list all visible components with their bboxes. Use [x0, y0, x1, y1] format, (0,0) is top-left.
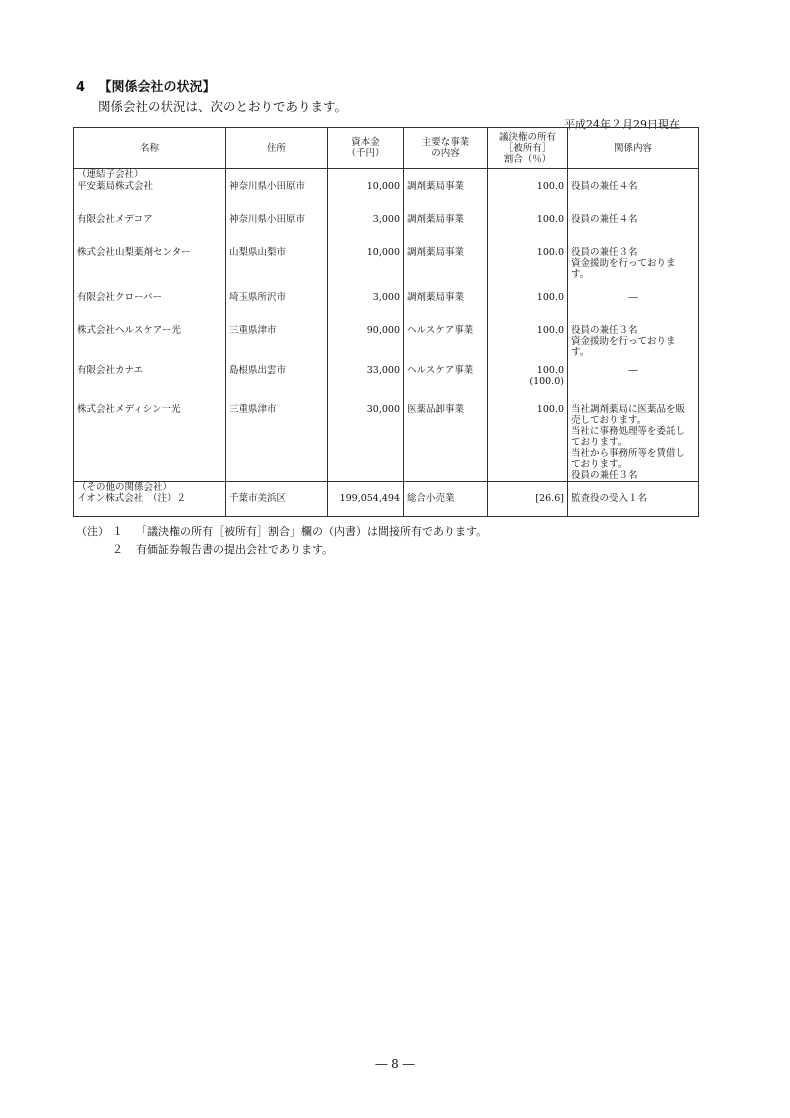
- cell-voting: [26.6]: [488, 493, 568, 516]
- header-relation: 関係内容: [568, 128, 699, 169]
- table-row: [74, 181, 699, 214]
- cell-relation: [568, 181, 699, 214]
- cell-business: 調剤薬局事業: [404, 247, 488, 292]
- relation-line: ―: [628, 364, 638, 376]
- other-label-row: [74, 482, 699, 494]
- section-heading: [76, 76, 216, 95]
- relation-line: 役員の兼任４名: [571, 213, 638, 225]
- cell-name: 平安薬局株式会社: [74, 181, 226, 214]
- cell-voting: [488, 365, 568, 404]
- notes-label: （注）: [76, 525, 109, 538]
- cell-voting: [488, 247, 568, 292]
- voting-indirect-value: (100.0): [529, 375, 564, 387]
- relation-line: ております。: [571, 458, 628, 470]
- cell-voting: [488, 292, 568, 325]
- cell-name: 有限会社クローバー: [74, 292, 226, 325]
- cell-voting: [488, 404, 568, 482]
- consolidated-subsidiaries-group: [74, 169, 699, 482]
- header-voting-line1: 議決権の所有: [498, 131, 556, 143]
- voting-value: 100.0: [536, 213, 564, 225]
- notes: [76, 523, 487, 559]
- cell-business: ヘルスケア事業: [404, 325, 488, 365]
- header-address: 住所: [226, 128, 328, 169]
- intro-text: 関係会社の状況は、次のとおりであります。: [98, 99, 348, 114]
- header-business-line2: の内容: [431, 148, 460, 159]
- cell-address: 神奈川県小田原市: [226, 181, 328, 214]
- relation-line: 役員の兼任３名: [571, 469, 638, 481]
- voting-value: 100.0: [536, 324, 564, 336]
- relation-line: ―: [628, 291, 638, 303]
- table-header-row: [74, 128, 699, 169]
- cell-address: 埼玉県所沢市: [226, 292, 328, 325]
- cell-capital: 10,000: [328, 247, 404, 292]
- cell-capital: 3,000: [328, 292, 404, 325]
- voting-value: 100.0: [536, 180, 564, 192]
- cell-capital: 33,000: [328, 365, 404, 404]
- group-label-other: （その他の関係会社）: [74, 482, 226, 494]
- header-voting-line2: ［被所有］: [503, 142, 552, 154]
- note-2-text: 有価証券報告書の提出会社であります。: [136, 543, 334, 556]
- note-1-text: 「議決権の所有［被所有］割合」欄の（内書）は間接所有であります。: [136, 525, 488, 538]
- cell-capital: 199,054,494: [328, 493, 404, 516]
- section-title: 【関係会社の状況】: [98, 80, 216, 95]
- table-row: [74, 292, 699, 325]
- relation-line: 当社から事務所等を賃借し: [571, 447, 686, 459]
- cell-name: 株式会社メディシン一光: [74, 404, 226, 482]
- cell-address: 島根県出雲市: [226, 365, 328, 404]
- relation-line: 資金援助を行っておりま: [571, 257, 676, 269]
- relation-line: 売しております。: [571, 414, 647, 426]
- relation-line: 資金援助を行っておりま: [571, 335, 676, 347]
- relation-line: 役員の兼任４名: [571, 180, 638, 192]
- cell-voting: [488, 181, 568, 214]
- cell-voting: [488, 325, 568, 365]
- cell-address: 山梨県山梨市: [226, 247, 328, 292]
- table-row: [74, 214, 699, 247]
- other-affiliates-group: [74, 482, 699, 517]
- cell-relation: [568, 325, 699, 365]
- cell-voting: [488, 214, 568, 247]
- table-row: [74, 404, 699, 482]
- cell-capital: 90,000: [328, 325, 404, 365]
- cell-capital: 10,000: [328, 181, 404, 214]
- relation-line: 当社に事務処理等を委託し: [571, 425, 686, 437]
- voting-value: 100.0: [536, 403, 564, 415]
- cell-name: 有限会社カナエ: [74, 365, 226, 404]
- cell-address: 千葉市美浜区: [226, 493, 328, 516]
- page-number: ― 8 ―: [375, 1057, 415, 1071]
- affiliates-table: [73, 127, 699, 517]
- note-1-number: １: [112, 525, 123, 538]
- group-label: （連結子会社）: [74, 169, 226, 181]
- relation-line: す。: [571, 346, 590, 358]
- header-name: 名称: [74, 128, 226, 169]
- table-row: [74, 247, 699, 292]
- header-capital: [328, 128, 404, 169]
- cell-relation: [568, 247, 699, 292]
- note-2-number: ２: [112, 543, 123, 556]
- cell-business: ヘルスケア事業: [404, 365, 488, 404]
- header-voting: [488, 128, 568, 169]
- table-row-other: [74, 493, 699, 516]
- group-label-row: [74, 169, 699, 181]
- voting-value: 100.0: [536, 364, 564, 376]
- cell-capital: 3,000: [328, 214, 404, 247]
- cell-name: 有限会社メデコア: [74, 214, 226, 247]
- relation-line: 役員の兼任３名: [571, 324, 638, 336]
- header-voting-line3: 割合（％）: [503, 153, 552, 165]
- cell-address: 三重県津市: [226, 325, 328, 365]
- cell-business: 総合小売業: [404, 493, 488, 516]
- as-of-date: 平成24年２月29日現在: [564, 118, 680, 131]
- table-row: [74, 365, 699, 404]
- cell-relation: [568, 214, 699, 247]
- cell-relation: [568, 365, 699, 404]
- header-business-line1: 主要な事業: [421, 137, 470, 148]
- cell-business: 調剤薬局事業: [404, 214, 488, 247]
- cell-address: 三重県津市: [226, 404, 328, 482]
- cell-address: 神奈川県小田原市: [226, 214, 328, 247]
- cell-name: 株式会社山梨薬剤センター: [74, 247, 226, 292]
- relation-line: ております。: [571, 436, 628, 448]
- section-number: 4: [76, 80, 86, 95]
- cell-business: 調剤薬局事業: [404, 181, 488, 214]
- header-capital-line2: （千円）: [346, 148, 385, 159]
- cell-business: 調剤薬局事業: [404, 292, 488, 325]
- cell-capital: 30,000: [328, 404, 404, 482]
- relation-line: 当社調剤薬局に医薬品を販: [571, 403, 686, 415]
- cell-business: 医薬品卸事業: [404, 404, 488, 482]
- voting-value: 100.0: [536, 291, 564, 303]
- voting-value: 100.0: [536, 246, 564, 258]
- cell-relation: [568, 404, 699, 482]
- relation-line: す。: [571, 268, 590, 280]
- header-capital-line1: 資本金: [351, 137, 380, 148]
- cell-relation: [568, 292, 699, 325]
- header-business: [404, 128, 488, 169]
- cell-relation: 監査役の受入１名: [568, 493, 699, 516]
- cell-name: イオン株式会社 （注）２: [74, 493, 226, 516]
- relation-line: 役員の兼任３名: [571, 246, 638, 258]
- cell-name: 株式会社ヘルスケアー光: [74, 325, 226, 365]
- table-row: [74, 325, 699, 365]
